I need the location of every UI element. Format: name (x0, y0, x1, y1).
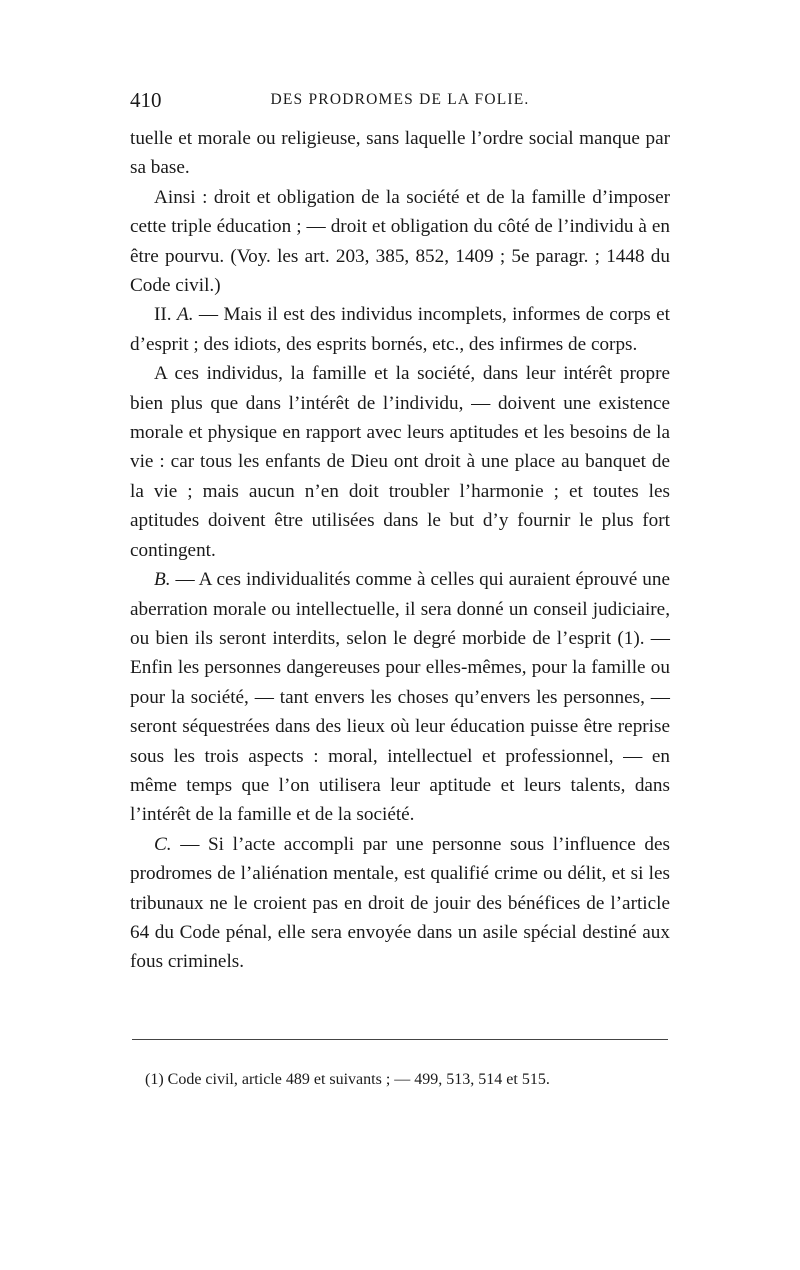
paragraph-text: Ainsi : droit et obligation de la société et de la famille d’imposer cette triple éducation ; — droit et obligation du côté de l’individu à en être pourvu. (Voy. les art. 203, 385, 852, 1409 ; 5e paragr. ; 1448 du Code civil.) (130, 186, 670, 297)
section-letter: A. (176, 304, 194, 326)
section-number: II. (154, 304, 172, 326)
footnote: (1) Code civil, article 489 et suivants ; — 499, 513, 514 et 515. (145, 1071, 550, 1088)
footnote-separator (132, 1039, 668, 1040)
paragraph-text: tuelle et morale ou religieuse, sans laquelle l’ordre social manque par sa base. (130, 128, 670, 179)
paragraph-section-II-A (130, 300, 670, 359)
page-number: 410 (130, 88, 162, 112)
section-letter: B. (154, 569, 171, 591)
paragraph-text: — Mais il est des individus incomplets, informes de corps et d’esprit ; des idiots, des esprits bornés, etc., des infirmes de corps. (130, 304, 671, 355)
paragraph-section-C (130, 830, 670, 977)
paragraph-text: A ces individus, la famille et la société, dans leur intérêt propre bien plus que dans l’intérêt de l’individu, — doivent une existence morale et physique en rapport avec leurs aptitudes et les besoins de la vie : car tous les enfants de Dieu ont droit à une place au banquet de la vie ; mais aucun n’en doit troubler l’harmonie ; et toutes les aptitudes doivent être utilisées dans le but d’y fournir le plus fort contingent. (130, 363, 670, 561)
body-text (130, 124, 670, 977)
page-header (130, 88, 670, 118)
running-title: DES PRODROMES DE LA FOLIE. (270, 91, 530, 108)
paragraph-text: — Si l’acte accompli par une personne sous l’influence des prodromes de l’aliénation mentale, est qualifié crime ou délit, et si les tribunaux ne le croient pas en droit de jouir des bénéfices de l’article 64 du Code pénal, elle sera envoyée dans un asile spécial destiné aux fous criminels. (130, 833, 671, 973)
paragraph-a-ces-individus (130, 359, 670, 565)
section-letter: C. (154, 833, 172, 855)
paragraph-ainsi (130, 183, 670, 301)
paragraph-text: — A ces individualités comme à celles qui auraient éprouvé une aberration morale ou intellectuelle, il sera donné un conseil judiciaire, ou bien ils seront interdits, selon le degré morbide de l’esprit (1). — Enfin les personnes dangereuses pour elles-mêmes, pour la famille ou pour la société, — tant envers les choses qu’envers les personnes, — seront séquestrées dans des lieux où leur éducation puisse être reprise sous les trois aspects : moral, intellectuel et professionnel, — en même temps que l’on utilisera leur aptitude et leurs talents, dans l’intérêt de la famille et de la société. (130, 569, 671, 826)
paragraph-continuation (130, 124, 670, 183)
paragraph-section-B (130, 565, 670, 830)
